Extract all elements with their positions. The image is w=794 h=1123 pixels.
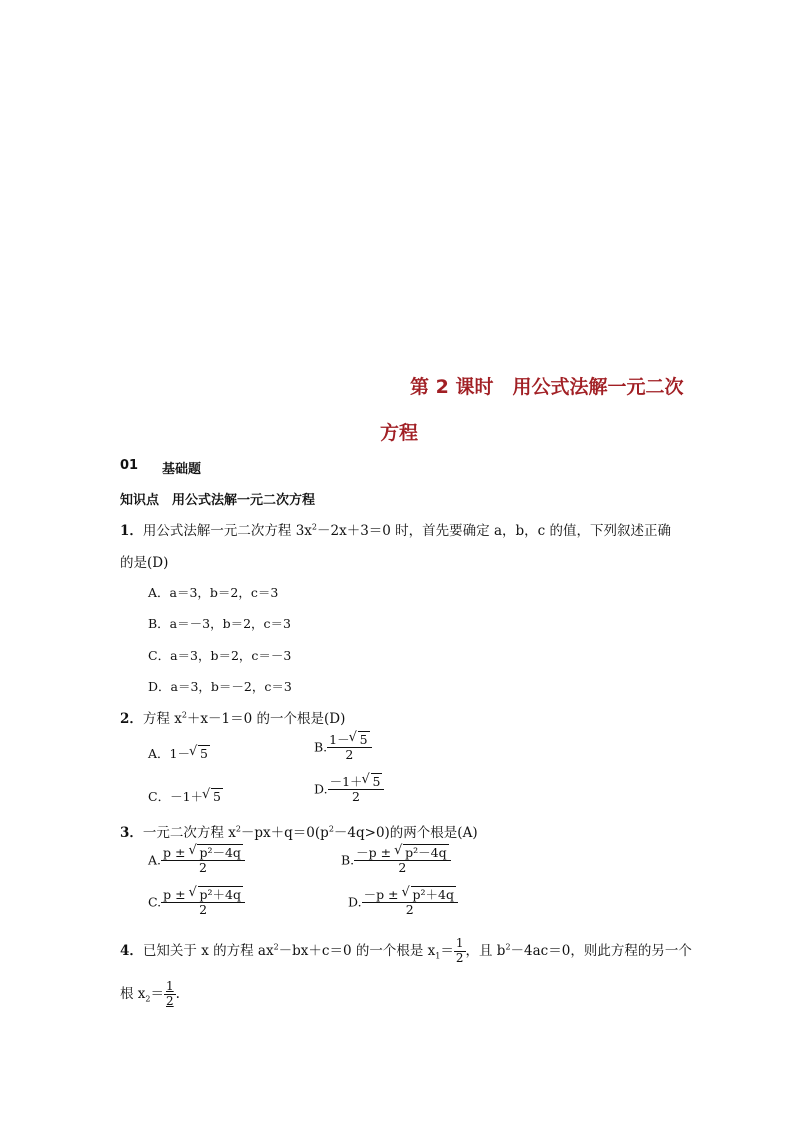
q3-a-num: p ± [163, 845, 190, 860]
q4-line2-b: ＝ [150, 985, 164, 1002]
q1-stem [120, 519, 671, 539]
q4-line2-end: . [175, 985, 180, 1002]
q3-d-den: 2 [405, 902, 414, 918]
q2-text-a: 方程 x [142, 711, 182, 727]
q3-a-den: 2 [198, 860, 207, 876]
q3-c-den: 2 [199, 902, 208, 918]
q3-b-num: －p ± [356, 845, 396, 860]
q3-c-label: C. [148, 894, 162, 910]
q2-d-radicand: 5 [372, 774, 381, 789]
q3-option-a [148, 846, 245, 876]
q3-stem [120, 821, 478, 841]
q3-d-label: D. [348, 894, 362, 910]
q1-stem-line2: 的是(D) [120, 555, 169, 571]
q4-sub-1: 1 [435, 951, 441, 961]
q4-number: 4． [120, 942, 143, 959]
q3-b-label: B. [341, 852, 355, 868]
q4-sup-a: 2 [273, 942, 279, 952]
q1-sup: 2 [311, 522, 317, 532]
q2-c-radicand: 5 [213, 789, 221, 804]
q2-option-c [148, 787, 223, 805]
q3-sup-b: 2 [328, 824, 334, 834]
q2-a-radicand: 5 [199, 746, 208, 761]
q2-option-d [314, 775, 384, 805]
q3-number: 3． [120, 825, 143, 841]
q2-text-b: ＋x－1＝0 的一个根是(D) [186, 711, 346, 727]
q2-d-label: D. [314, 781, 328, 797]
q2-c-label: C． [148, 789, 171, 804]
q2-b-label: B. [314, 739, 328, 755]
q2-stem [120, 707, 345, 727]
q4-text-c: ＝ [440, 942, 454, 959]
knowledge-point: 知识点 用公式法解一元二次方程 [120, 493, 316, 508]
page-title-line2: 方程 [380, 422, 419, 444]
q2-a-pre: 1－ [169, 746, 190, 761]
q4-stem-line2 [120, 980, 180, 1009]
q2-sup: 2 [181, 710, 187, 720]
section-number: 01 [120, 458, 139, 473]
q3-c-num: p ± [163, 887, 190, 902]
q3-d-radicand: p²＋4q [412, 887, 454, 902]
q2-d-den: 2 [352, 789, 360, 805]
q3-b-radicand: p²－4q [405, 845, 447, 860]
q2-b-num: 1－ [329, 732, 350, 747]
q1-option-d: D．a＝3，b＝－2，c＝3 [148, 679, 292, 694]
q4-line2-a: 根 x [120, 985, 146, 1002]
q3-text-c: －4q>0)的两个根是(A) [333, 825, 478, 841]
q4-stem [120, 937, 692, 966]
q3-d-num: －p ± [363, 887, 403, 902]
q1-text-b: －2x＋3＝0 时，首先要确定 a，b，c 的值，下列叙述正确 [317, 523, 672, 539]
q3-option-c [148, 888, 245, 918]
q3-text-a: 一元二次方程 x [142, 825, 236, 841]
q2-option-b [314, 733, 372, 763]
q2-a-label: A． [148, 746, 170, 761]
q1-text-a: 用公式法解一元二次方程 3x [142, 523, 312, 539]
q3-option-b [341, 846, 451, 876]
q3-a-label: A. [148, 852, 162, 868]
q4-text-d: ，且 b [465, 942, 506, 959]
q3-text-b: －px＋q＝0(p [240, 825, 329, 841]
q3-b-den: 2 [398, 860, 407, 876]
q1-option-a: A．a＝3，b＝2，c＝3 [148, 585, 279, 600]
q3-c-radicand: p²＋4q [199, 887, 241, 902]
q3-option-d [348, 888, 458, 918]
q4-text-b: －bx＋c＝0 的一个根是 x [278, 942, 436, 959]
q4-frac-num: 1 [455, 936, 464, 950]
q3-sup-a: 2 [235, 824, 241, 834]
q2-d-num: －1＋ [329, 774, 363, 789]
q4-text-e: －4ac＝0，则此方程的另一个 [510, 942, 692, 959]
q2-b-radicand: 5 [359, 732, 368, 747]
q1-option-b: B．a＝－3，b＝2，c＝3 [148, 616, 291, 631]
q1-number: 1． [120, 523, 143, 539]
section-name: 基础题 [162, 462, 202, 477]
q4-answer-num: 1 [166, 979, 174, 993]
q4-answer-den: 2 [166, 993, 174, 1008]
q4-sup-b: 2 [505, 942, 511, 952]
page-title-line1: 第 2 课时 用公式法解一元二次 [410, 376, 684, 398]
q2-c-pre: －1＋ [170, 789, 204, 804]
q1-option-c: C．a＝3，b＝2，c＝－3 [148, 648, 292, 663]
q2-option-a [148, 744, 210, 762]
q4-sub-2: 2 [145, 994, 151, 1004]
q4-text-a: 已知关于 x 的方程 ax [142, 942, 274, 959]
q3-a-radicand: p²－4q [199, 845, 241, 860]
q4-frac-den: 2 [455, 950, 464, 965]
q2-b-den: 2 [345, 747, 354, 763]
q2-number: 2． [120, 711, 143, 727]
